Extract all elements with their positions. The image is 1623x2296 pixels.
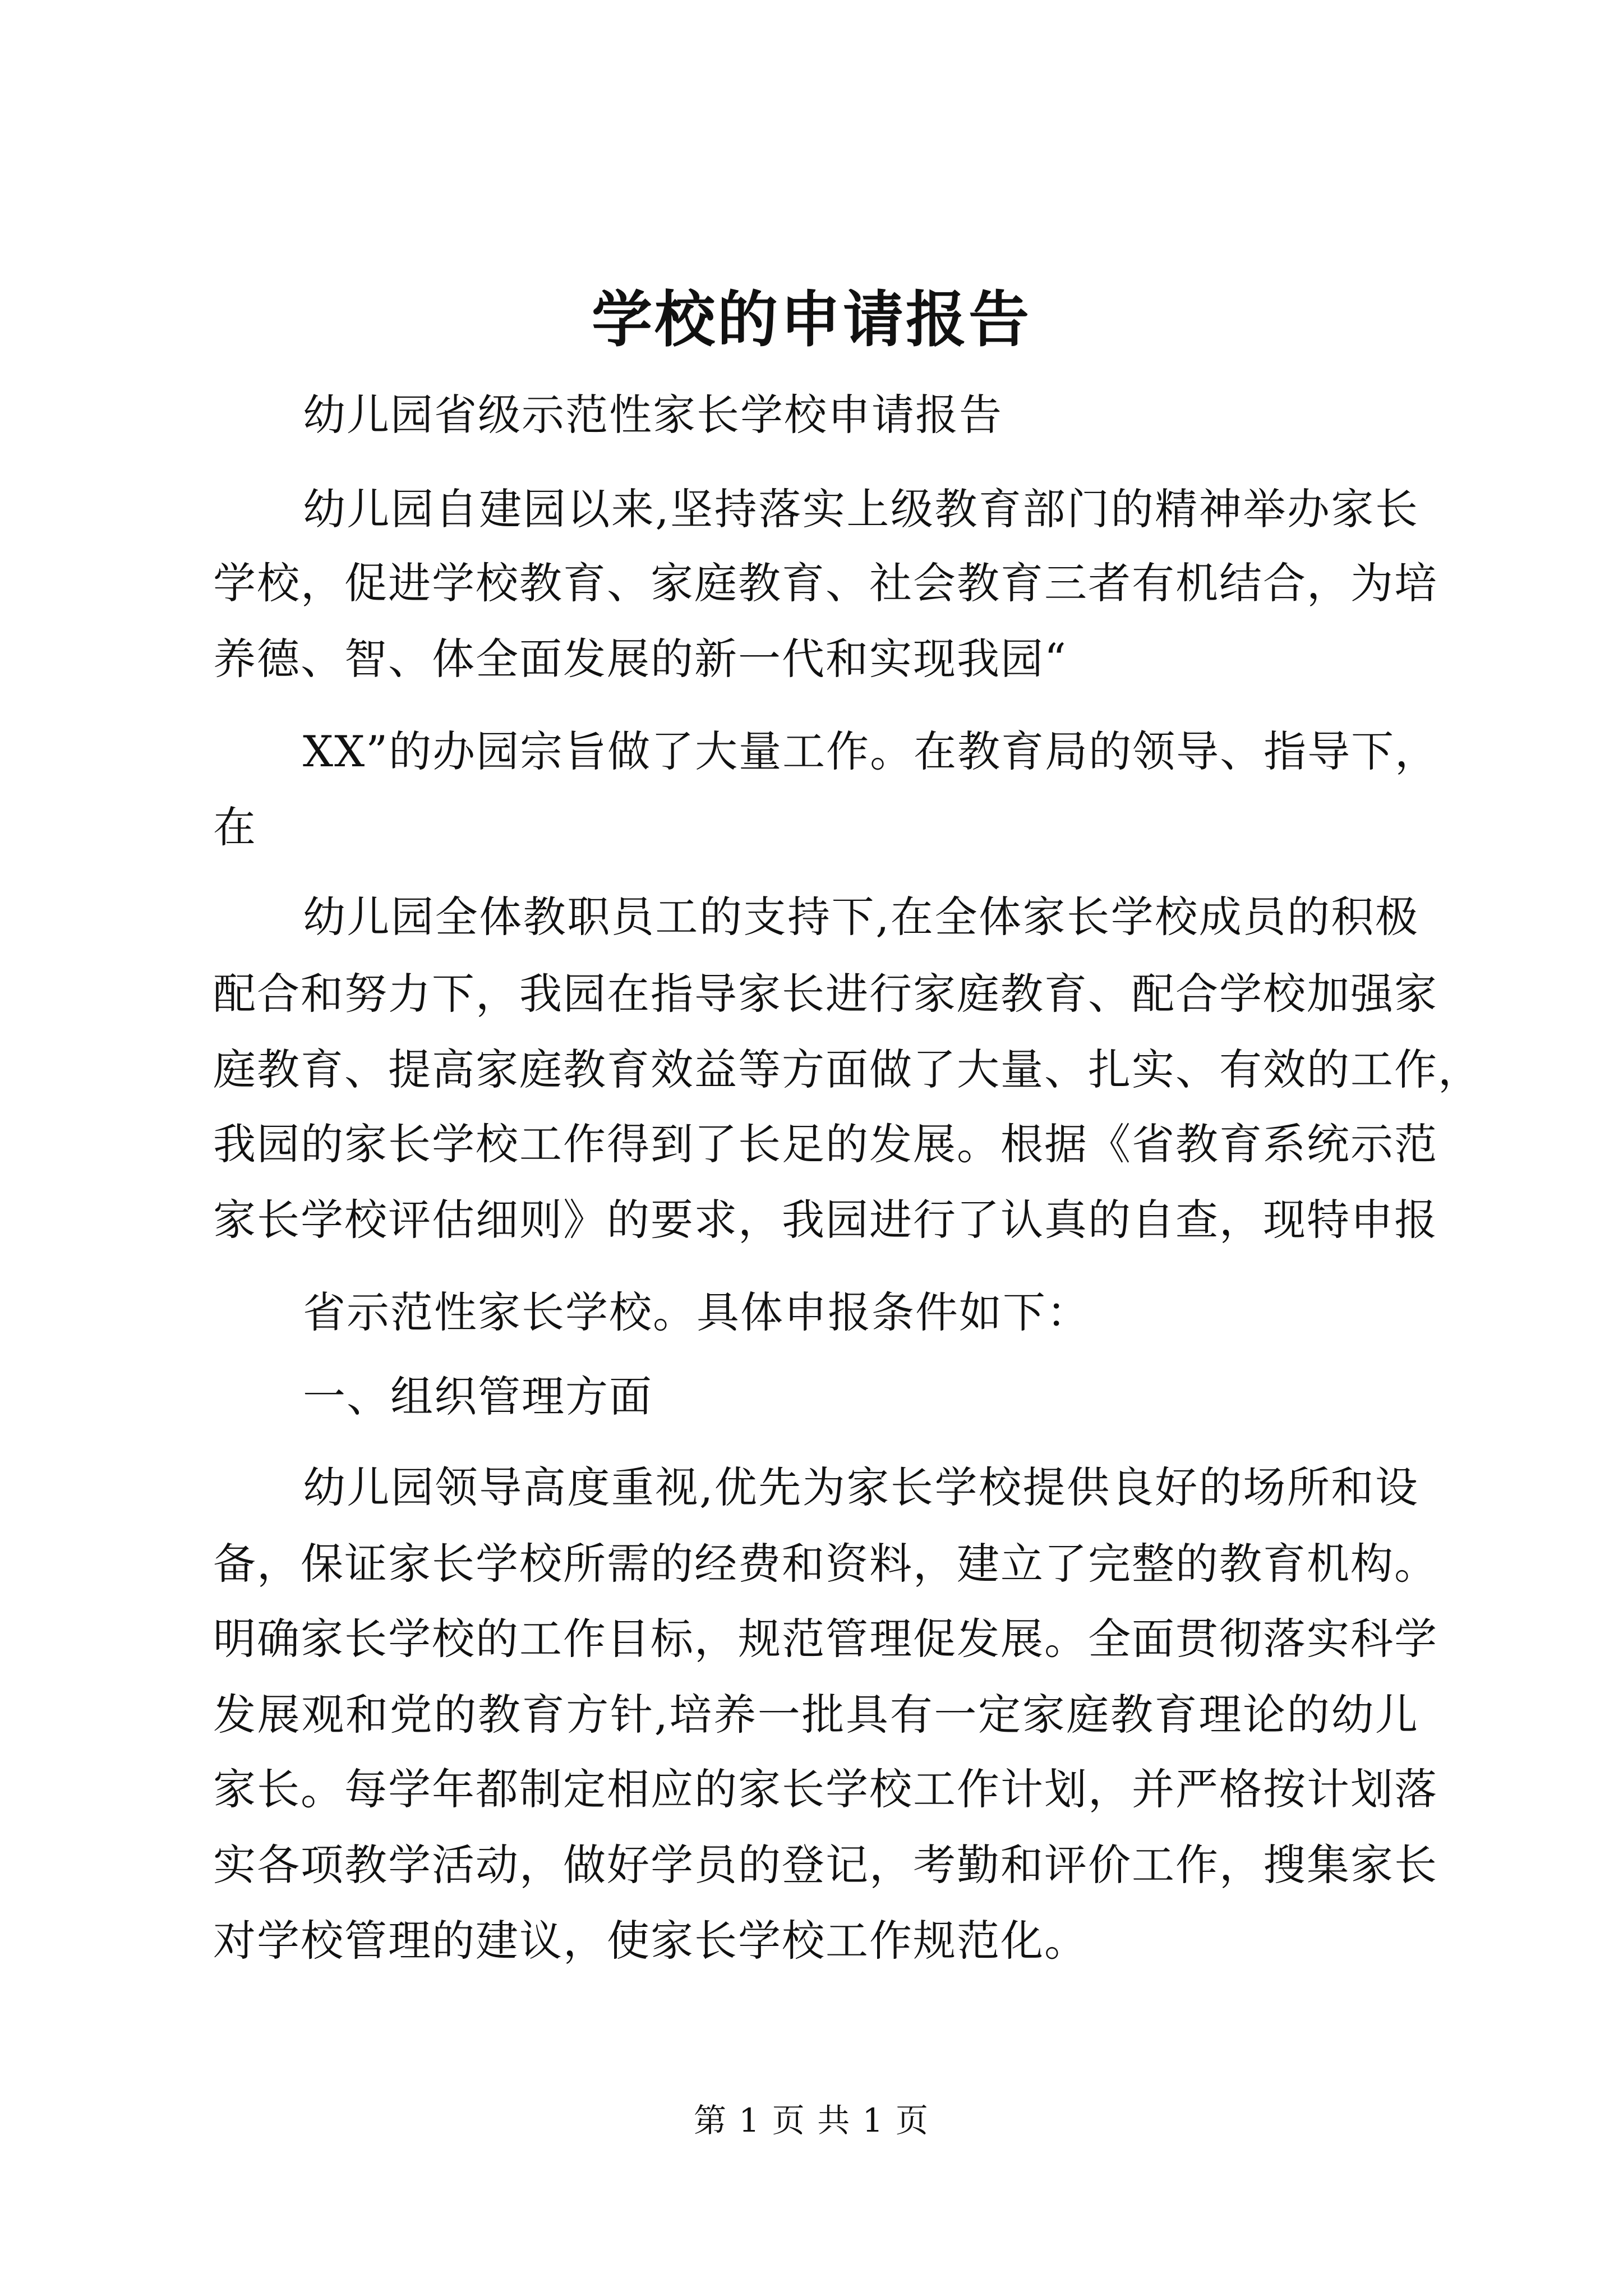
document-title: 学校的申请报告 [591, 284, 1031, 355]
paragraph-line: 对学校管理的建议，使家长学校工作规范化。 [213, 1916, 1088, 1966]
subtitle-line: 幼儿园省级示范性家长学校申请报告 [303, 390, 1003, 440]
paragraph-line: 幼儿园全体教职员工的支持下,在全体家长学校成员的积极 [303, 892, 1419, 942]
paragraph-line: 家长。每学年都制定相应的家长学校工作计划，并严格按计划落 [213, 1764, 1438, 1814]
paragraph-line: 家长学校评估细则》的要求，我园进行了认真的自查，现特申报 [213, 1195, 1438, 1245]
paragraph-line: 明确家长学校的工作目标，规范管理促发展。全面贯彻落实科学 [213, 1614, 1438, 1664]
paragraph-line: 学校，促进学校教育、家庭教育、社会教育三者有机结合，为培 [213, 558, 1438, 608]
paragraph-line: 我园的家长学校工作得到了长足的发展。根据《省教育系统示范 [213, 1119, 1438, 1169]
paragraph-line: 发展观和党的教育方针,培养一批具有一定家庭教育理论的幼儿 [213, 1690, 1419, 1740]
paragraph-line: XX”的办园宗旨做了大量工作。在教育局的领导、指导下， [303, 726, 1439, 776]
paragraph-line: 实各项教学活动，做好学员的登记，考勤和评价工作，搜集家长 [213, 1840, 1438, 1890]
paragraph-line: 在 [213, 802, 257, 852]
paragraph-line: 养德、智、体全面发展的新一代和实现我园“ [213, 634, 1067, 684]
paragraph-line: 省示范性家长学校。具体申报条件如下： [303, 1287, 1090, 1337]
paragraph-line: 配合和努力下，我园在指导家长进行家庭教育、配合学校加强家 [213, 969, 1438, 1019]
page-number: 第 1 页 共 1 页 [694, 2101, 929, 2139]
paragraph-line: 幼儿园自建园以来,坚持落实上级教育部门的精神举办家长 [303, 484, 1419, 534]
paragraph-line: 幼儿园领导高度重视,优先为家长学校提供良好的场所和设 [303, 1462, 1419, 1512]
section-heading: 一、组织管理方面 [303, 1372, 653, 1421]
paragraph-line: 庭教育、提高家庭教育效益等方面做了大量、扎实、有效的工作， [213, 1045, 1482, 1094]
paragraph-line: 备，保证家长学校所需的经费和资料，建立了完整的教育机构。 [213, 1539, 1438, 1589]
